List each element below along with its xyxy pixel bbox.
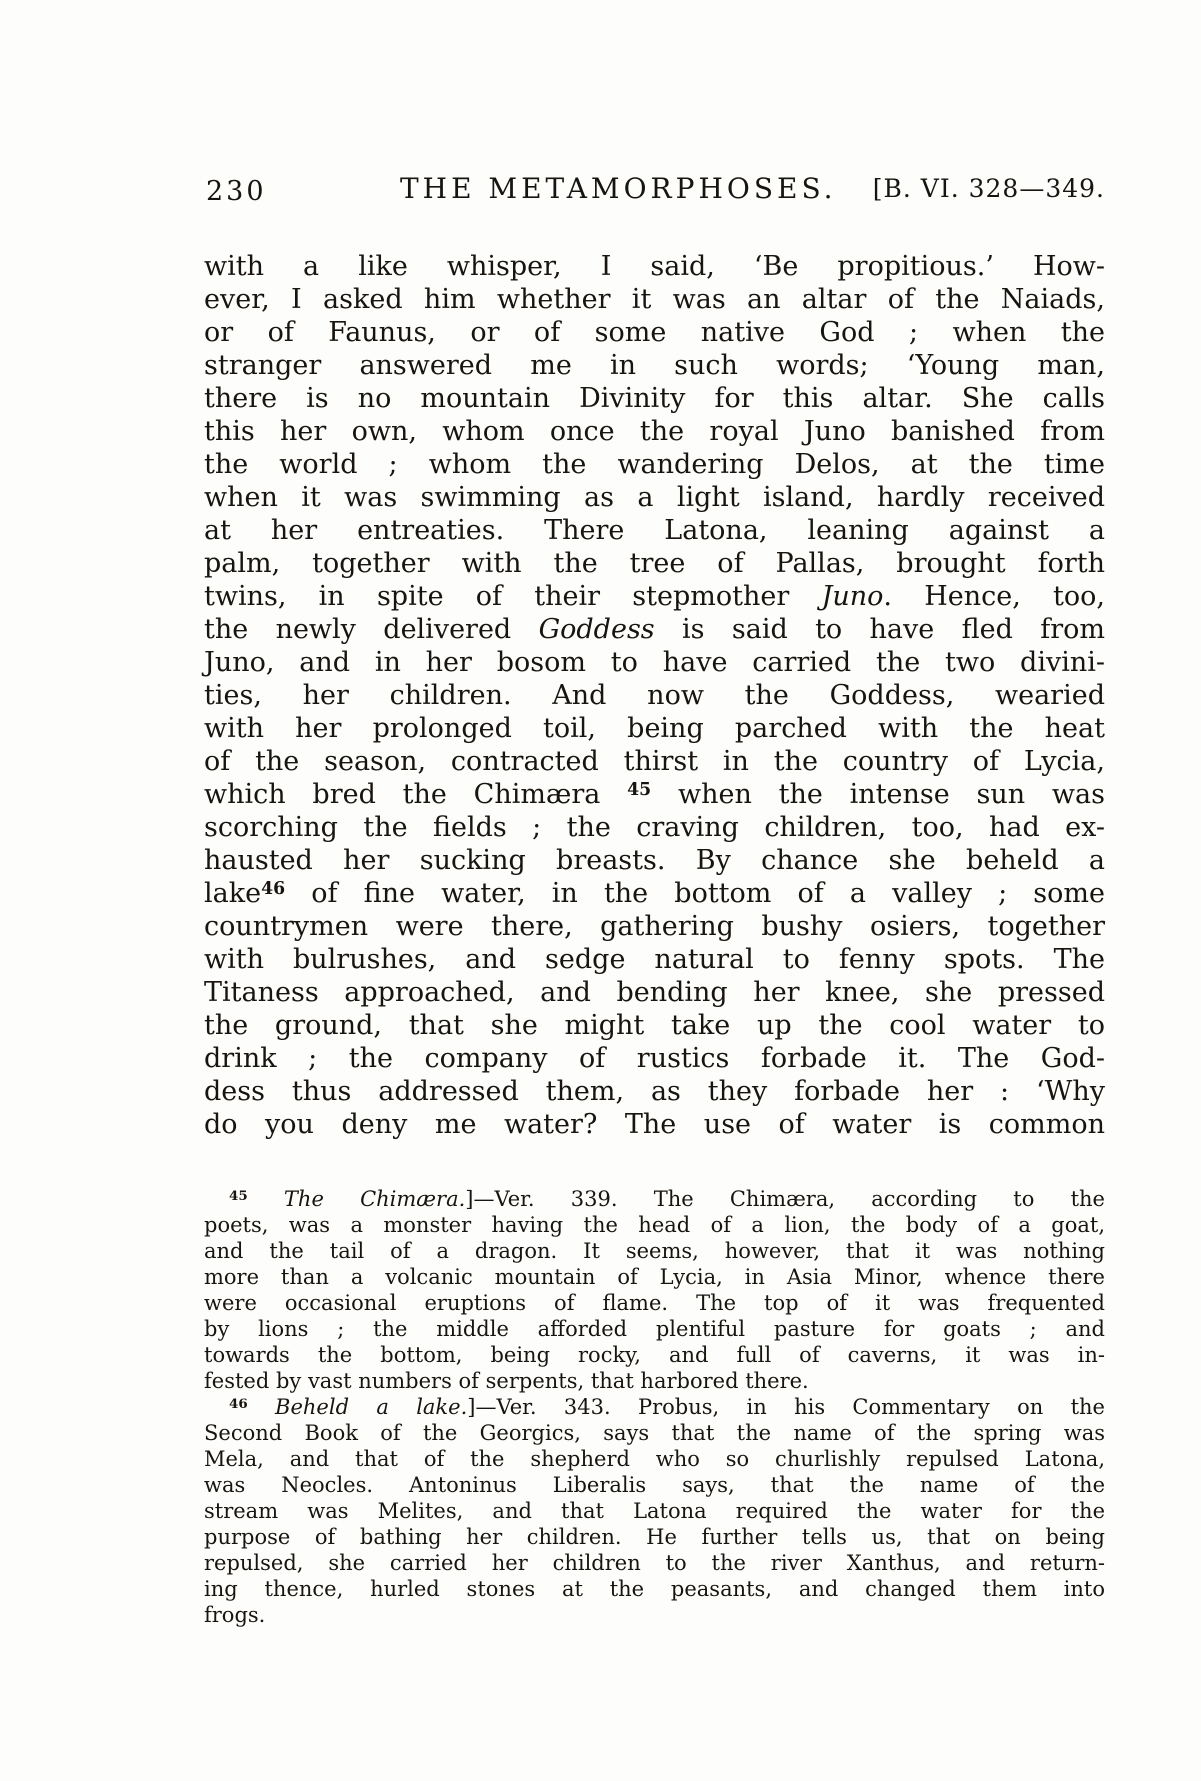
footnote-line: and the tail of a dragon. It seems, however, that it was nothing	[204, 1239, 1105, 1263]
body-line: the world ; whom the wandering Delos, at the time	[204, 449, 1105, 480]
footnote-line: stream was Melites, and that Latona required the water for the	[204, 1499, 1105, 1523]
body-line: of the season, contracted thirst in the country of Lycia,	[204, 746, 1105, 777]
body-line: or of Faunus, or of some native God ; when the	[204, 317, 1105, 348]
footnote-ref-46: 46	[229, 1395, 248, 1412]
footnote-line: $^{46}$ Beheld a lake.]—Ver. 343. Probus, in his Commentary on the	[229, 1395, 1105, 1419]
footnote-line: $^{45}$ The Chimæra.]—Ver. 339. The Chimæra, according to the	[229, 1187, 1105, 1211]
body-text	[204, 250, 1105, 1141]
footnote-line: poets, was a monster having the head of a lion, the body of a goat,	[204, 1213, 1105, 1237]
footnote-line: was Neocles. Antoninus Liberalis says, that the name of the	[204, 1473, 1105, 1497]
body-line: stranger answered me in such words; ‘Young man,	[204, 350, 1105, 381]
body-line: the newly delivered Goddess is said to have fled from	[204, 614, 1105, 645]
body-line: Titaness approached, and bending her knee, she pressed	[204, 977, 1105, 1008]
italic-text: Beheld a lake.	[275, 1395, 468, 1419]
body-line: dess thus addressed them, as they forbade her : ‘Why	[204, 1076, 1105, 1107]
body-line: ever, I asked him whether it was an altar of the Naiads,	[204, 284, 1105, 315]
footnote-46	[204, 1394, 1105, 1628]
book-reference: [B. VI. 328—349.	[872, 174, 1105, 203]
body-line: when it was swimming as a light island, hardly received	[204, 482, 1105, 513]
footnote-line: ing thence, hurled stones at the peasants, and changed them into	[204, 1577, 1105, 1601]
footnote-line: Mela, and that of the shepherd who so churlishly repulsed Latona,	[204, 1447, 1105, 1471]
body-line: with her prolonged toil, being parched with the heat	[204, 713, 1105, 744]
body-line: which bred the Chimæra $^{45}$ when the intense sun was	[204, 779, 1105, 810]
body-line: drink ; the company of rustics forbade it. The God-	[204, 1043, 1105, 1074]
page-header	[204, 170, 1105, 210]
body-line: with a like whisper, I said, ‘Be propitious.’ How-	[204, 251, 1105, 282]
body-line: scorching the fields ; the craving children, too, had ex-	[204, 812, 1105, 843]
body-line: this her own, whom once the royal Juno banished from	[204, 416, 1105, 447]
footnote-line: purpose of bathing her children. He further tells us, that on being	[204, 1525, 1105, 1549]
footnote-45	[204, 1186, 1105, 1394]
footnote-line: by lions ; the middle afforded plentiful pasture for goats ; and	[204, 1317, 1105, 1341]
body-line: there is no mountain Divinity for this altar. She calls	[204, 383, 1105, 414]
footnotes	[204, 1186, 1105, 1628]
body-line: with bulrushes, and sedge natural to fenny spots. The	[204, 944, 1105, 975]
body-line: twins, in spite of their stepmother Juno. Hence, too,	[204, 581, 1105, 612]
body-line: lake$^{46}$ of fine water, in the bottom of a valley ; some	[204, 878, 1105, 909]
footnote-line: more than a volcanic mountain of Lycia, in Asia Minor, whence there	[204, 1265, 1105, 1289]
body-line: at her entreaties. There Latona, leaning against a	[204, 515, 1105, 546]
footnote-line: were occasional eruptions of flame. The top of it was frequented	[204, 1291, 1105, 1315]
italic-text: Goddess	[538, 614, 655, 645]
footnote-ref-46: 46	[261, 879, 286, 900]
footnote-line: Second Book of the Georgics, says that the name of the spring was	[204, 1421, 1105, 1445]
footnote-ref-45: 45	[627, 780, 652, 801]
body-line: do you deny me water? The use of water is common	[204, 1109, 1105, 1140]
running-title: THE METAMORPHOSES.	[400, 172, 837, 205]
footnote-line: frogs.	[204, 1603, 266, 1627]
footnote-line: repulsed, she carried her children to the river Xanthus, and return-	[204, 1551, 1105, 1575]
body-line: hausted her sucking breasts. By chance she beheld a	[204, 845, 1105, 876]
body-line: countrymen were there, gathering bushy osiers, together	[204, 911, 1105, 942]
footnote-ref-45: 45	[229, 1187, 248, 1204]
body-line: Juno, and in her bosom to have carried the two divini-	[204, 647, 1105, 678]
body-line: the ground, that she might take up the cool water to	[204, 1010, 1105, 1041]
italic-text: Juno	[821, 581, 884, 612]
footnote-line: towards the bottom, being rocky, and full of caverns, it was in-	[204, 1343, 1105, 1367]
page-number: 230	[206, 176, 267, 207]
body-line: ties, her children. And now the Goddess, wearied	[204, 680, 1105, 711]
italic-text: The Chimæra.	[283, 1187, 466, 1211]
footnote-line: fested by vast numbers of serpents, that harbored there.	[204, 1369, 809, 1393]
body-line: palm, together with the tree of Pallas, brought forth	[204, 548, 1105, 579]
